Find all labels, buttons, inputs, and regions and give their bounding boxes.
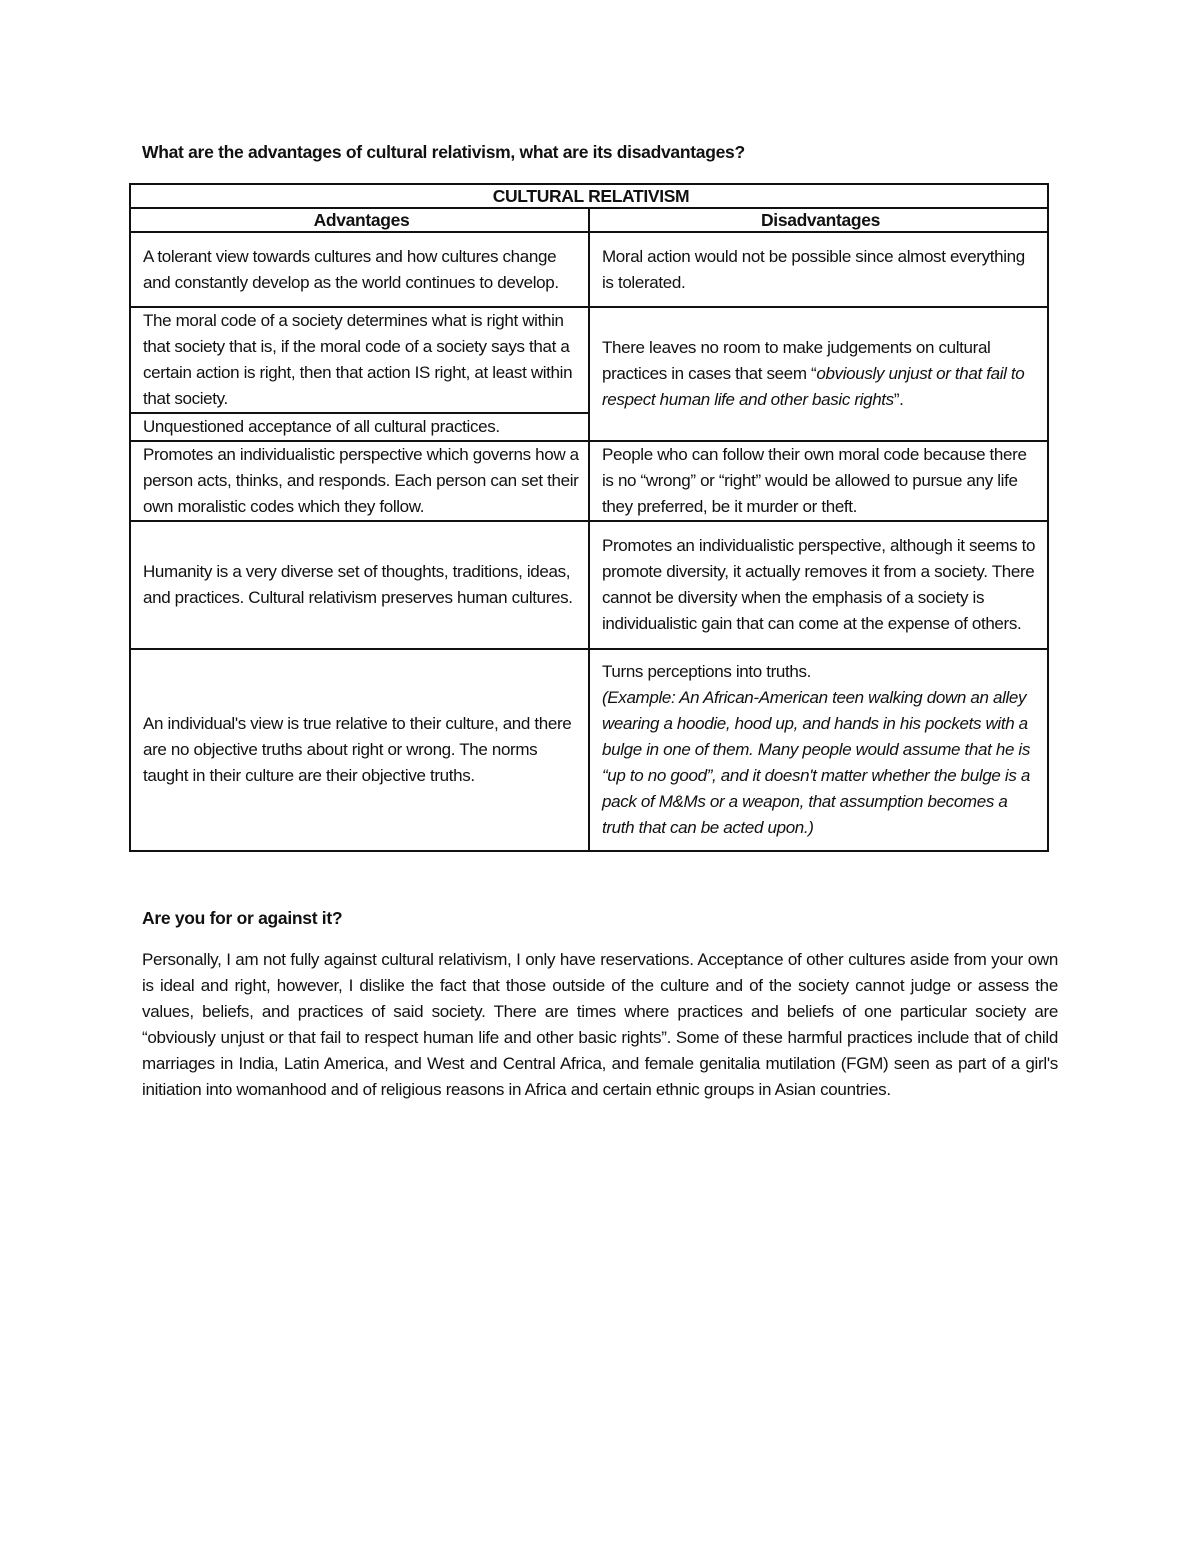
table-title: CULTURAL RELATIVISM xyxy=(130,184,1048,208)
column-header-advantages: Advantages xyxy=(130,208,589,232)
table-row xyxy=(130,232,1048,307)
advantage-cell: Promotes an individualistic perspective which governs how a person acts, thinks, and responds. Each person can set their own moralistic codes which they follow. xyxy=(130,441,589,521)
advantage-cell: Unquestioned acceptance of all cultural practices. xyxy=(130,413,589,441)
disadvantage-cell xyxy=(589,649,1048,851)
table-row xyxy=(130,649,1048,851)
section-heading: Are you for or against it? xyxy=(142,908,343,928)
disadvantage-cell xyxy=(589,307,1048,441)
disadvantage-cell: Promotes an individualistic perspective, although it seems to promote diversity, it actually removes it from a society. There cannot be diversity when the emphasis of a society is individualistic gain that can come at the expense of others. xyxy=(589,521,1048,649)
disadvantage-cell: People who can follow their own moral code because there is no “wrong” or “right” would be allowed to pursue any life they preferred, be it murder or theft. xyxy=(589,441,1048,521)
disadvantage-text: There leaves no room to make judgements on cultural practices in cases that seem “ xyxy=(602,338,991,383)
table-row xyxy=(130,307,1048,413)
column-header-disadvantages: Disadvantages xyxy=(589,208,1048,232)
advantage-cell: The moral code of a society determines what is right within that society that is, if the moral code of a society says that a certain action is right, then that action IS right, at least within that society. xyxy=(130,307,589,413)
advantage-cell: Humanity is a very diverse set of thoughts, traditions, ideas, and practices. Cultural relativism preserves human cultures. xyxy=(130,521,589,649)
question-heading: What are the advantages of cultural relativism, what are its disadvantages? xyxy=(142,142,745,162)
cultural-relativism-table xyxy=(129,183,1049,852)
disadvantage-cell: Moral action would not be possible since almost everything is tolerated. xyxy=(589,232,1048,307)
table-row xyxy=(130,521,1048,649)
disadvantage-text: Turns perceptions into truths. xyxy=(602,662,812,681)
disadvantage-example: (Example: An African-American teen walking down an alley wearing a hoodie, hood up, and hands in his pockets with a bulge in one of them. Many people would assume that he is “up to no good”, and it doesn't matter whether the bulge is a pack of M&Ms or a weapon, that assumption becomes a truth that can be acted upon.) xyxy=(602,688,1030,837)
advantage-cell: An individual's view is true relative to their culture, and there are no objective truths about right or wrong. The norms taught in their culture are their objective truths. xyxy=(130,649,589,851)
opinion-paragraph: Personally, I am not fully against cultural relativism, I only have reservations. Acceptance of other cultures aside from your own is ideal and right, however, I dislike the fact that those outside of the culture and of the society cannot judge or assess the values, beliefs, and practices of said society. There are times where practices and beliefs of one particular society are “obviously unjust or that fail to respect human life and other basic rights”. Some of these harmful practices include that of child marriages in India, Latin America, and West and Central Africa, and female genitalia mutilation (FGM) seen as part of a girl's initiation into womanhood and of religious reasons in Africa and certain ethnic groups in Asian countries. xyxy=(142,950,1058,1099)
disadvantage-quote: obviously unjust or that fail to respect human life and other basic rights xyxy=(602,364,1025,409)
table-row xyxy=(130,441,1048,521)
disadvantage-text-end: ”. xyxy=(893,390,904,409)
advantage-cell: A tolerant view towards cultures and how cultures change and constantly develop as the world continues to develop. xyxy=(130,232,589,307)
